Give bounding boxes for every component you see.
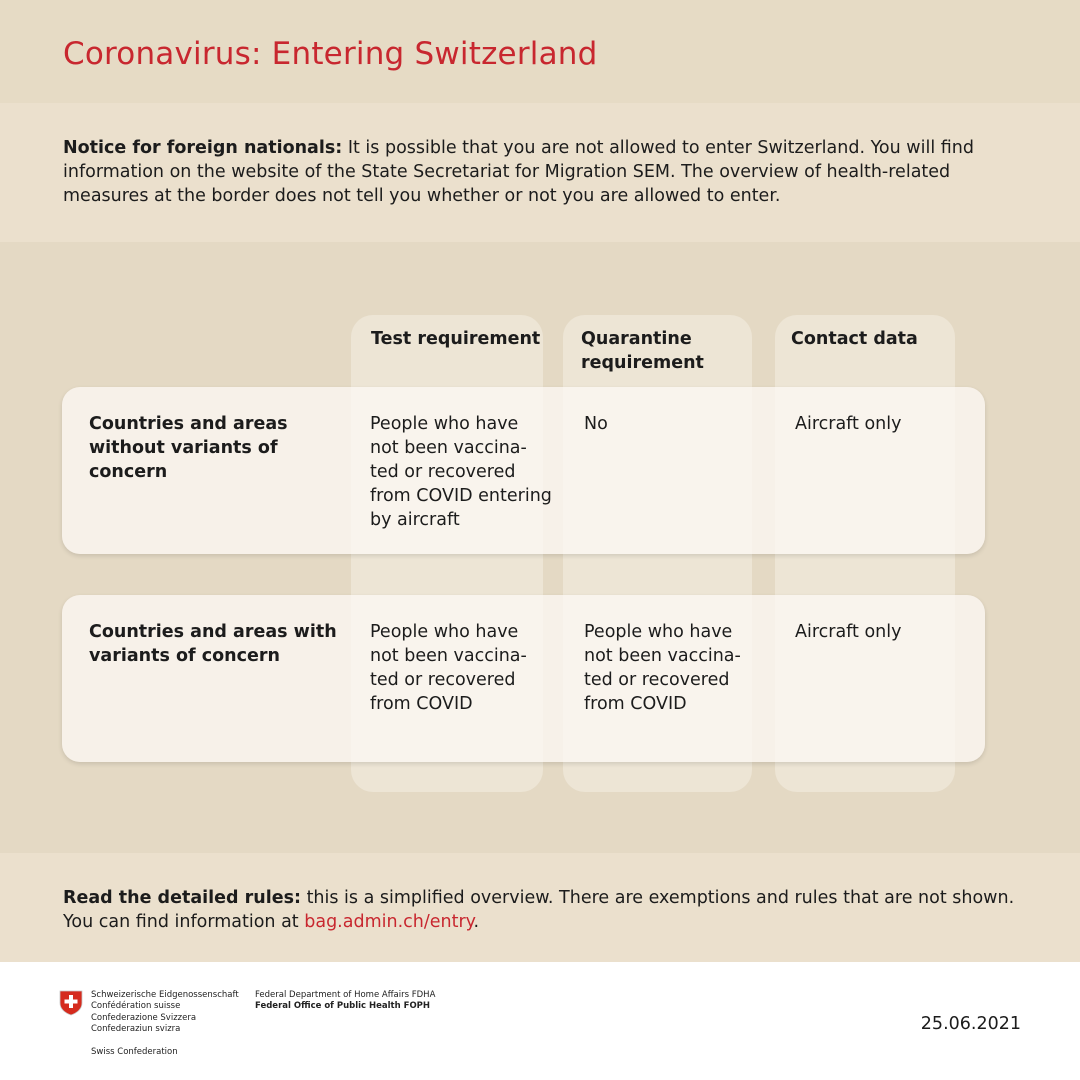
rules-text: this is a simplified overview. There are exemptions and rules that are not shown. You can find information at	[63, 888, 1015, 932]
cell-line: People who have	[370, 414, 519, 434]
cell-line: by aircraft	[370, 510, 460, 530]
confederation-name-line: Schweizerische Eidgenossenschaft	[91, 990, 239, 1000]
rules-label: Read the detailed rules:	[63, 888, 301, 908]
department-info	[255, 990, 435, 1013]
notice-label: Notice for foreign nationals:	[63, 138, 343, 158]
publication-date: 25.06.2021	[920, 1014, 1021, 1034]
department-name: Federal Department of Home Affairs FDHA	[255, 990, 436, 1000]
cell-quarantine-with-variants	[584, 620, 741, 716]
cell-line: Aircraft only	[795, 622, 902, 642]
confederation-name-line: Confederaziun svizra	[91, 1023, 181, 1034]
office-name: Federal Office of Public Health FOPH	[255, 1001, 431, 1012]
rules-end: .	[473, 912, 480, 932]
cell-contact-with-variants	[795, 620, 901, 644]
row-label-line: concern	[89, 462, 168, 482]
row-label-line: without variants of	[89, 438, 278, 458]
cell-line: Aircraft only	[795, 414, 902, 434]
cell-contact-no-variants	[795, 412, 901, 436]
column-header-quarantine-line1: Quarantine	[581, 329, 692, 349]
swiss-cross-shield-icon	[59, 990, 83, 1016]
confederation-name-line: Confederazione Svizzera	[91, 1012, 197, 1023]
confederation-name-line: Confédération suisse	[91, 1001, 181, 1012]
cell-line: ted or recovered	[370, 462, 516, 482]
cell-test-no-variants	[370, 412, 552, 532]
cell-line: not been vaccina-	[370, 646, 527, 666]
cell-line: ted or recovered	[584, 670, 730, 690]
cell-line: ted or recovered	[370, 670, 516, 690]
confederation-names	[91, 990, 239, 1035]
cell-line: not been vaccina-	[584, 646, 741, 666]
cell-test-with-variants	[370, 620, 527, 716]
row-label-no-variants	[89, 412, 288, 484]
cell-line: from COVID entering	[370, 486, 552, 506]
entry-rules-link[interactable]: bag.admin.ch/entry	[304, 912, 474, 932]
rules-paragraph	[63, 886, 1023, 934]
page-title: Coronavirus: Entering Switzerland	[63, 36, 598, 72]
cell-line: People who have	[584, 622, 733, 642]
row-label-line: variants of concern	[89, 646, 280, 666]
notice-text: It is possible that you are not allowed to enter Switzerland. You will find information on the website of the State Secretariat for Migration SEM. The overview of health-related measures at the border does not tell you whether or not you are allowed to enter.	[63, 138, 974, 206]
cell-line: not been vaccina-	[370, 438, 527, 458]
cell-line: No	[584, 414, 608, 434]
column-header-test: Test requirement	[371, 329, 541, 349]
cell-quarantine-no-variants	[584, 412, 608, 436]
cell-line: from COVID	[584, 694, 687, 714]
cell-line: People who have	[370, 622, 519, 642]
row-label-line: Countries and areas	[89, 414, 288, 434]
row-label-with-variants	[89, 620, 337, 668]
cell-line: from COVID	[370, 694, 473, 714]
swiss-confederation-label: Swiss Confederation	[91, 1047, 178, 1057]
column-header-contact: Contact data	[791, 329, 918, 349]
column-header-quarantine	[581, 327, 704, 375]
notice-paragraph	[63, 136, 1023, 208]
row-label-line: Countries and areas with	[89, 622, 337, 642]
column-header-quarantine-line2: requirement	[581, 353, 704, 373]
